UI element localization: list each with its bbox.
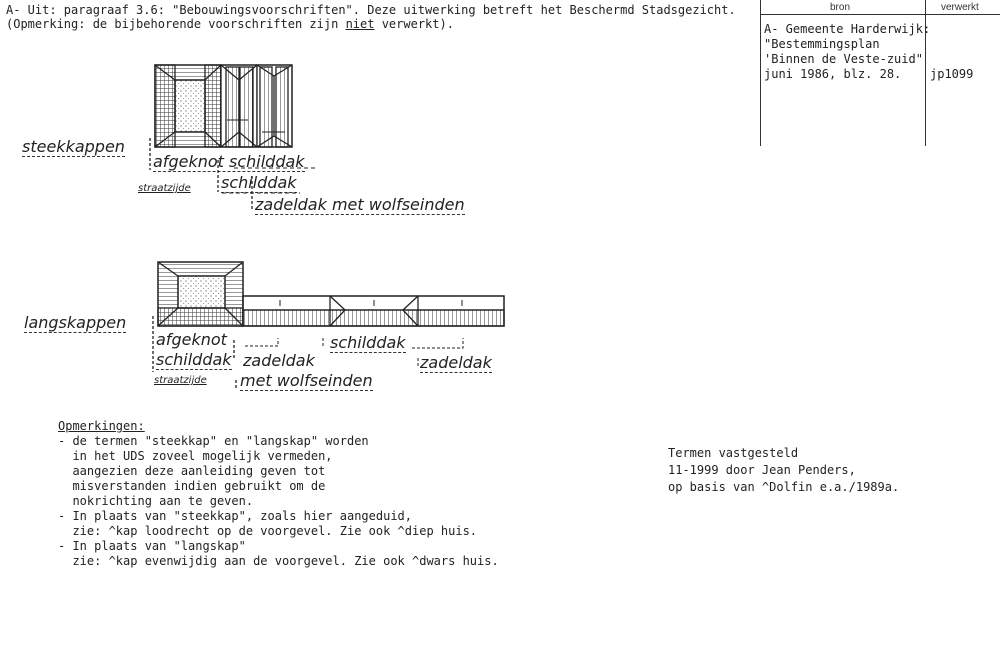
opmerking-line-2: in het UDS zoveel mogelijk vermeden, — [58, 449, 333, 463]
header-line-2-emph: niet — [345, 17, 375, 31]
steekkappen-label-afgeknot: afgeknot schilddak — [153, 152, 305, 171]
opmerking-line-7: zie: ^kap loodrecht op de voorgevel. Zie ook ^diep huis. — [58, 524, 478, 538]
opmerking-line-4: misverstanden indien gebruikt om de — [58, 479, 326, 493]
opmerking-line-9: zie: ^kap evenwijdig aan de voorgevel. Zie ook ^dwars huis. — [58, 554, 499, 568]
bron-line-2: "Bestemmingsplan — [764, 37, 880, 51]
langskappen-straatzijde: straatzijde — [154, 375, 207, 386]
steekkappen-label-zadeldak: zadeldak met wolfseinden — [255, 195, 465, 214]
opmerking-line-1: - de termen "steekkap" en "langskap" worden — [58, 434, 369, 448]
bron-line-3: 'Binnen de Veste-zuid" — [764, 52, 923, 66]
termen-line-3: op basis van ^Dolfin e.a./1989a. — [668, 480, 900, 494]
opmerkingen-title: Opmerkingen: — [58, 419, 145, 433]
steekkappen-straatzijde: straatzijde — [138, 183, 191, 194]
bron-header: bron — [830, 2, 851, 13]
steekkappen-label-schilddak: schilddak — [221, 173, 297, 192]
langskappen-label-zadeldak-left: zadeldak — [243, 351, 315, 370]
langskappen-label-zadeldak-right: zadeldak — [420, 353, 492, 372]
steekkappen-title: steekkappen — [22, 137, 125, 156]
verwerkt-header: verwerkt — [941, 2, 979, 13]
header-line-2-suffix: verwerkt). — [374, 17, 454, 31]
opmerking-line-3: aangezien deze aanleiding geven tot — [58, 464, 326, 478]
termen-line-2: 11-1999 door Jean Penders, — [668, 463, 856, 477]
opmerking-line-6: - In plaats van "steekkap", zoals hier aangeduid, — [58, 509, 413, 523]
verwerkt-value: jp1099 — [930, 67, 974, 81]
langskappen-label-met-wolfseinden: met wolfseinden — [240, 371, 373, 390]
langskappen-label-schilddak-mid: schilddak — [330, 333, 406, 352]
langskappen-title: langskappen — [24, 313, 127, 332]
langskappen-label-schilddak-left: schilddak — [156, 350, 232, 369]
bron-line-1: A- Gemeente Harderwijk: — [764, 22, 931, 36]
langskappen-label-afgeknot: afgeknot — [156, 330, 227, 349]
header-line-2-prefix: (Opmerking: de bijbehorende voorschriften zijn — [6, 17, 346, 31]
opmerking-line-5: nokrichting aan te geven. — [58, 494, 254, 508]
termen-line-1: Termen vastgesteld — [668, 446, 799, 460]
opmerking-line-8: - In plaats van "langskap" — [58, 539, 246, 553]
bron-line-4: juni 1986, blz. 28. — [764, 67, 902, 81]
header-line-1: A- Uit: paragraaf 3.6: "Bebouwingsvoorschriften". Deze uitwerking betreft het Beschermd Stadsgezicht. — [6, 3, 736, 17]
